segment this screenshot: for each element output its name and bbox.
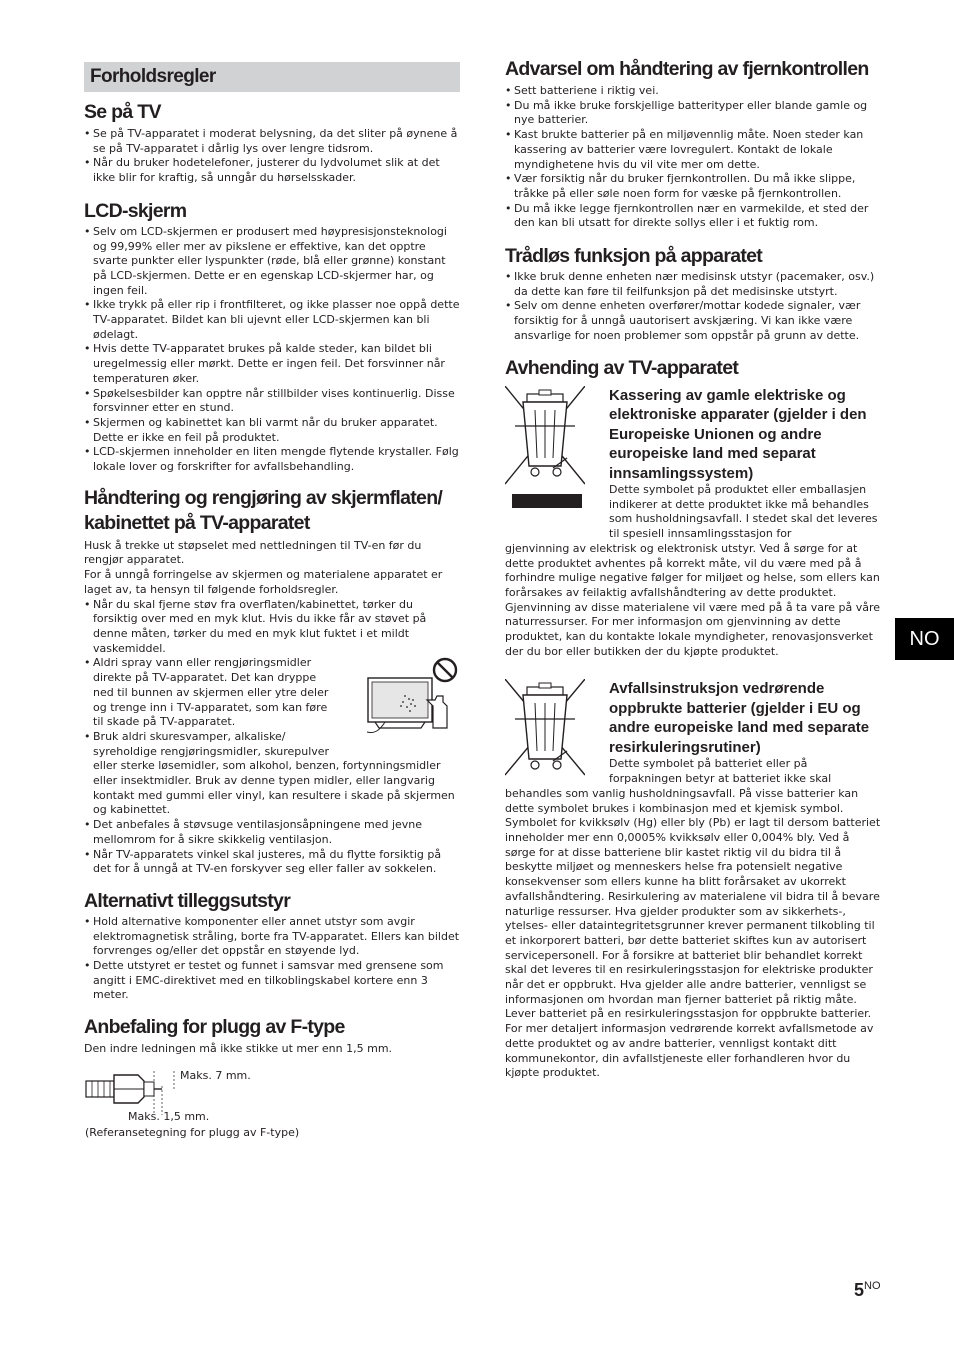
list-item: • Se på TV-apparatet i moderat belysning, da det sliter på øynene å se på TV-apparatet i dårlig lys over lengre tidsrom.	[84, 127, 460, 156]
list-item: • Det anbefales å støvsuge ventilasjonsåpningene med jevne mellomrom for å sikre skikkelig ventilasjon.	[84, 818, 460, 847]
no-spray-tv-illustration	[365, 656, 460, 736]
heading-alternativt: Alternativt tilleggsutstyr	[84, 889, 291, 912]
f-plug-diagram	[84, 1060, 460, 1140]
paragraph: gjenvinning av elektrisk og elektronisk utstyr. Ved å sørge for at dette produktet avhentes på korrekt måte, vil du være med på å forhindre mulige negative følger for miljøet og helse, som ellers kan forårsakes av feilaktig avfallshåndtering av dette produktet. Gjenvinning av disse materialene vil være med på å ta vare på våre naturressurser. For mer informasjon om gjenvinning av dette produktet, kan du kontakte lokale myndigheter, renovasjonsverket der du bor eller butikken der du kjøpte produktet.	[505, 541, 881, 658]
cleaning-block	[84, 598, 460, 877]
heading-anbefaling: Anbefaling for plugg av F-type	[84, 1016, 345, 1039]
list-item: • Selv om denne enheten overfører/mottar kodede signaler, vær forsiktig for å unngå uautorisert avskjæring. Vi kan ikke være ansvarlige for noen problemer som oppstår på grunn av dette.	[505, 299, 881, 343]
weee-block	[505, 386, 881, 660]
list-item: • Dette utstyret er testet og funnet i samsvar med grensene som angitt i EMC-direktivet med en tilkoblingskabel kortere enn 3 meter.	[84, 959, 460, 1003]
crossed-bin-battery-icon	[505, 679, 585, 779]
left-column	[84, 62, 460, 1140]
list-item: • Selv om LCD-skjermen er produsert med høypresisjonsteknologi og 99,99% eller mer av pikslene er effektive, kan det opptre svarte punkter eller lyspunkter (røde, blå eller grønne) konstant på LCD-skjermen. Dette er en egenskap LCD-skjermer har, og ingen feil.	[84, 225, 460, 299]
list-se-pa-tv	[84, 127, 460, 186]
list-item: • Skjermen og kabinettet kan bli varmt når du bruker apparatet. Dette er ikke en feil på produktet.	[84, 416, 460, 445]
weee-heading: Kassering av gamle elektriske og elektroniske apparater (gjelder i den Europeiske Unionen og andre europeiske land med separat innsamlingssystem)	[609, 386, 867, 482]
heading-se-pa-tv: Se på TV	[84, 101, 161, 123]
list-lcd-skjerm	[84, 225, 460, 475]
paragraph: Dette symbolet på batteriet eller på forpakningen betyr at batteriet ikke skal	[609, 757, 832, 786]
max-1-5mm-label: Maks. 1,5 mm.	[128, 1109, 210, 1123]
list-alternativt	[84, 915, 460, 1003]
list-item: • Ikke bruk denne enheten nær medisinsk utstyr (pacemaker, osv.) da dette kan føre til feilfunksjon på det medisinske utstyrt.	[505, 270, 881, 299]
list-fjernkontroll	[505, 84, 881, 231]
list-item: • Når du skal fjerne støv fra overflaten/kabinettet, tørker du forsiktig over med en myk klut. Hvis du ikke får av støvet på denne måten, tørker du med en myk klut fuktet i et mildt vaskemiddel.	[84, 598, 460, 657]
list-item-continued: eller sterke løsemidler, som alkohol, benzen, fortynningsmidler eller insektmidler. Bruk av denne typen midler, eller langvarig kontakt med gummi eller vinyl, kan resultere i skade på skjermen og kabinettet.	[93, 759, 455, 817]
list-item: • Spøkelsesbilder kan opptre når stillbilder vises kontinuerlig. Disse forsvinner etter en stund.	[84, 387, 460, 416]
list-item: • Når TV-apparatets vinkel skal justeres, må du flytte forsiktig på det for å unngå at TV-en forskyver seg eller faller av sokkelen.	[84, 848, 460, 877]
list-handtering-cont	[84, 818, 460, 877]
heading-tradlos: Trådløs funksjon på apparatet	[505, 245, 763, 268]
list-item: • Sett batteriene i riktig vei.	[505, 84, 881, 99]
list-item: • Hvis dette TV-apparatet brukes på kalde steder, kan bildet bli uregelmessig eller mørkt. Dette er ingen feil. Det forsvinner når temperaturen øker.	[84, 342, 460, 386]
battery-heading: Avfallsinstruksjon vedrørende oppbrukte batterier (gjelder i EU og andre europeiske land med separate resirkuleringsrutiner)	[609, 680, 870, 756]
paragraph: Husk å trekke ut støpselet med nettledningen til TV-en før du rengjør apparatet.	[84, 538, 422, 567]
heading-lcd-skjerm: LCD-skjerm	[84, 199, 187, 222]
language-tab-label: NO	[909, 627, 940, 650]
list-item: • Du må ikke bruke forskjellige batterityper eller blande gamle og nye batterier.	[505, 99, 881, 128]
crossed-bin-icon	[505, 386, 585, 508]
language-tab	[895, 618, 954, 660]
paragraph: Den indre ledningen må ikke stikke ut mer enn 1,5 mm.	[84, 1042, 393, 1056]
heading-avhending: Avhending av TV-apparatet	[505, 356, 739, 379]
list-tradlos	[505, 270, 881, 344]
list-item: • Hold alternative komponenter eller annet utstyr som avgir elektromagnetisk stråling, borte fra TV-apparatet. Ellers kan bildet forvrenges og/eller det oppstår en støyende lyd.	[84, 915, 460, 959]
heading-handtering: Håndtering og rengjøring av skjermflaten/ kabinettet på TV-apparatet	[84, 486, 443, 534]
list-item: • Bruk aldri skuresvamper, alkaliske/ syreholdige rengjøringsmidler, skurepulver	[84, 730, 460, 759]
paragraph: Dette symbolet på produktet eller emballasjen indikerer at dette produktet ikke må behandles som husholdningsavfall. I stedet skal det leveres til spesiell innsamlingsstasjon for	[609, 483, 878, 541]
paragraph: behandles som vanlig husholdningsavfall. På visse batterier kan dette symbolet brukes i kombinasjon med et kjemisk symbol. Symbolet for kvikksølv (Hg) eller bly (Pb) er lagt til dersom batteriet inneholder mer enn 0,0005% kvikksølv eller 0,004% bly. Ved å sørge for at disse batteriene blir kastet riktig vil du bidra til å beskytte miljøet og menneskers helse fra potensielt negative konsekvenser som ellers kunne ha blitt forårsaket av ukorrekt avfallshåndtering. Resirkulering av materialene vil bidra til å bevare naturlige ressurser. Hva gjelder produkter som av sikkerhets-, ytelses- eller dataintegritetsgrunner krever permanent tilkobling til et inkorporert batteri, bør dette batteriet skiftes kun av autorisert servicepersonell. For å forsikre at batteriet blir behandlet korrekt skal det leveres til en resirkuleringsstasjon for elektriske produkter når det er oppbrukt. Hva gjelder alle andre batterier, vennligst se informasjonen om hvordan man fjerner batteriet på riktig måte. Lever batteriet på en resirkuleringsstasjon for oppbrukte batterier. For mer detaljert informasjon vedrørende korrekt avfallsmetode av dette produktet og av andre batterier, vennligst kontakt ditt kommunekontor, din avfallstjeneste eller forhandleren hvor du kjøpte produktet.	[505, 786, 881, 1080]
section-title: Forholdsregler	[90, 66, 216, 87]
list-item: • Kast brukte batterier på en miljøvennlig måte. Noen steder kan kassering av batterier være lovregulert. Kontakt de lokale myndighetene hvis du vil vite mer om dette.	[505, 128, 881, 172]
max-7mm-label: Maks. 7 mm.	[180, 1068, 251, 1082]
paragraph: For å unngå forringelse av skjermen og materialene apparatet er laget av, ta hensyn til følgende forholdsregler.	[84, 568, 443, 596]
list-item: • Når du bruker hodetelefoner, justerer du lydvolumet slik at det ikke blir for kraftig, så unngår du hørselsskader.	[84, 156, 460, 185]
battery-block	[505, 679, 881, 1080]
section-title-bar	[84, 62, 460, 92]
heading-fjernkontroll: Advarsel om håndtering av fjernkontrollen	[505, 58, 869, 80]
page-number	[854, 1280, 881, 1301]
list-item: • Aldri spray vann eller rengjøringsmidler direkte på TV-apparatet. Det kan dryppe ned til bunnen av skjermen eller ytre deler og trenge inn i TV-apparatet, som kan føre til skade på TV-apparatet.	[84, 656, 460, 730]
page-number-suffix: NO	[864, 1280, 881, 1292]
diagram-caption: (Referansetegning for plugg av F-type)	[85, 1125, 300, 1139]
list-item: • Du må ikke legge fjernkontrollen nær en varmekilde, et sted der den kan bli utsatt for direkte sollys eller i et fuktig rom.	[505, 202, 881, 231]
list-item: • Vær forsiktig når du bruker fjernkontrollen. Du må ikke slippe, tråkke på eller søle noen form for væske på fjernkontrollen.	[505, 172, 881, 201]
list-item: • Ikke trykk på eller rip i frontfilteret, og ikke plasser noe oppå dette TV-apparatet. Bildet kan bli ujevnt eller LCD-skjermen kan bli ødelagt.	[84, 298, 460, 342]
list-item: • LCD-skjermen inneholder en liten mengde flytende krystaller. Følg lokale lover og forskrifter for avfallsbehandling.	[84, 445, 460, 474]
page-number-value: 5	[854, 1280, 865, 1300]
right-column	[505, 58, 881, 1081]
